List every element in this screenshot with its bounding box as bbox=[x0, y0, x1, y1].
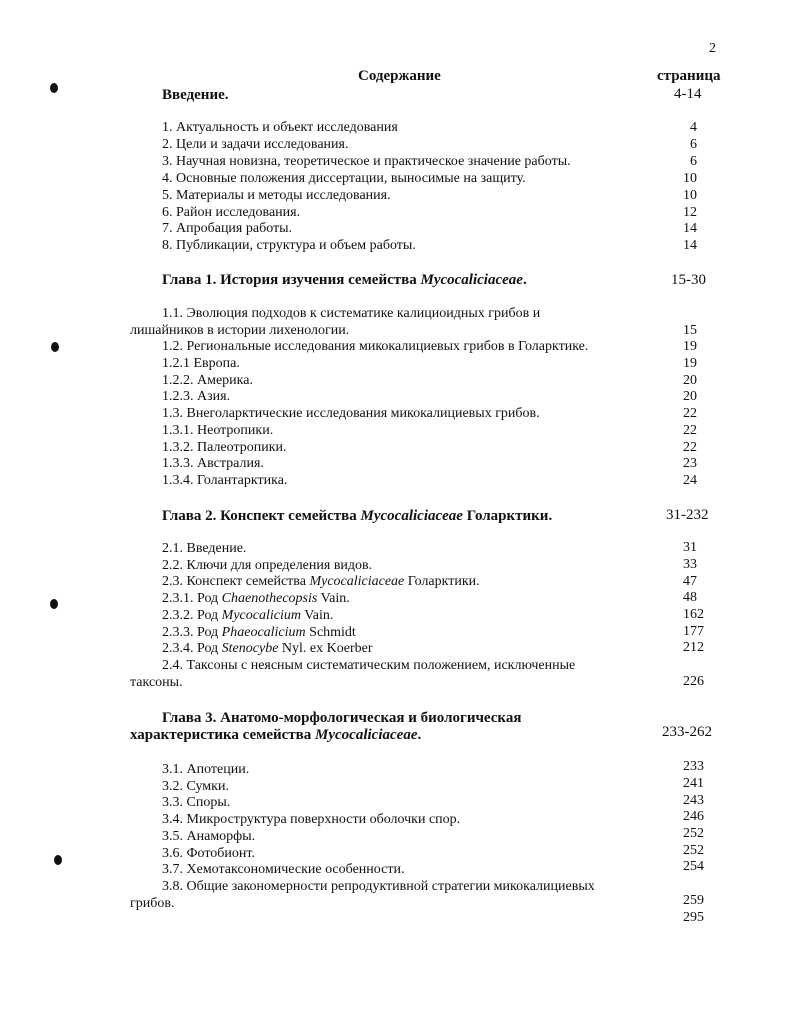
toc-entry-page: 12 bbox=[683, 205, 697, 220]
toc-entry: 1.3.4. Голантарктика. bbox=[162, 473, 288, 488]
toc-entry: 2. Цели и задачи исследования. bbox=[162, 137, 349, 152]
toc-entry: 2.3.4. Род Stenocybe Nyl. ex Koerber bbox=[162, 641, 373, 656]
toc-entry-page: 4 bbox=[690, 120, 697, 135]
toc-entry: 7. Апробация работы. bbox=[162, 221, 293, 236]
toc-entry: 2.3.2. Род Mycocalicium Vain. bbox=[162, 608, 334, 623]
toc-entry-page: 10 bbox=[683, 171, 697, 186]
toc-entry-page: 177 bbox=[683, 624, 704, 639]
toc-entry: 2.3.1. Род Chaenothecopsis Vain. bbox=[162, 591, 350, 606]
toc-entry-page: 20 bbox=[683, 373, 697, 388]
toc-entry: 4. Основные положения диссертации, выносимые на защиту. bbox=[162, 171, 526, 186]
toc-entry: 5. Материалы и методы исследования. bbox=[162, 188, 391, 203]
toc-entry-page: 246 bbox=[683, 809, 704, 824]
toc-entry: 3.4. Микроструктура поверхности оболочки спор. bbox=[162, 812, 461, 827]
toc-entry-page: 226 bbox=[683, 674, 704, 689]
binding-hole-mark bbox=[54, 855, 62, 865]
toc-entry: 3.6. Фотобионт. bbox=[162, 846, 255, 861]
toc-entry: 2.3.3. Род Phaeocalicium Schmidt bbox=[162, 625, 356, 640]
chapter-3-title-line1: Глава 3. Анатомо-морфологическая и биологическая bbox=[162, 710, 522, 726]
toc-entry: 8. Публикации, структура и объем работы. bbox=[162, 238, 416, 253]
toc-entry-page: 254 bbox=[683, 859, 704, 874]
toc-entry-continued: таксоны. bbox=[130, 675, 183, 690]
binding-hole-mark bbox=[50, 83, 58, 93]
toc-title: Содержание bbox=[358, 68, 441, 84]
toc-entry: 1.3.2. Палеотропики. bbox=[162, 440, 287, 455]
chapter-1-title: Глава 1. История изучения семейства Mycocaliciaceae. bbox=[162, 272, 527, 288]
toc-entry-page: 6 bbox=[690, 137, 697, 152]
toc-entry: 3.7. Хемотаксономические особенности. bbox=[162, 862, 405, 877]
toc-entry: 3.8. Общие закономерности репродуктивной стратегии микокалициевых bbox=[162, 879, 595, 894]
toc-entry: 2.2. Ключи для определения видов. bbox=[162, 558, 373, 573]
toc-entry: 2.1. Введение. bbox=[162, 541, 247, 556]
toc-entry: 1.2.3. Азия. bbox=[162, 389, 231, 404]
toc-entry-page: 241 bbox=[683, 776, 704, 791]
toc-entry-page: 162 bbox=[683, 607, 704, 622]
toc-entry-page: 19 bbox=[683, 356, 697, 371]
toc-entry-page: 31 bbox=[683, 540, 697, 555]
intro-pages: 4-14 bbox=[674, 86, 702, 102]
toc-entry-page: 33 bbox=[683, 557, 697, 572]
toc-entry-page: 259 bbox=[683, 893, 704, 908]
toc-entry: 3.2. Сумки. bbox=[162, 779, 229, 794]
toc-entry-page: 6 bbox=[690, 154, 697, 169]
toc-entry: 1.3. Внеголарктические исследования микокалициевых грибов. bbox=[162, 406, 540, 421]
chapter-3-title-line2: характеристика семейства Mycocaliciaceae. bbox=[130, 727, 422, 743]
toc-entry: 1.3.3. Австралия. bbox=[162, 456, 264, 471]
toc-entry-page: 22 bbox=[683, 440, 697, 455]
binding-hole-mark bbox=[51, 342, 59, 352]
toc-entry: 2.4. Таксоны с неясным систематическим положением, исключенные bbox=[162, 658, 576, 673]
toc-entry: 2.3. Конспект семейства Mycocaliciaceae Голарктики. bbox=[162, 574, 480, 589]
toc-entry-page: 15 bbox=[683, 323, 697, 338]
toc-entry-page: 23 bbox=[683, 456, 697, 471]
toc-entry: 1.2.2. Америка. bbox=[162, 373, 253, 388]
toc-entry: 6. Район исследования. bbox=[162, 205, 301, 220]
toc-entry-page: 48 bbox=[683, 590, 697, 605]
toc-entry: 1.1. Эволюция подходов к систематике калициоидных грибов и bbox=[162, 306, 541, 321]
chapter-2-title: Глава 2. Конспект семейства Mycocaliciaceae Голарктики. bbox=[162, 508, 553, 524]
toc-entry: 1.3.1. Неотропики. bbox=[162, 423, 274, 438]
toc-entry-page: 20 bbox=[683, 389, 697, 404]
toc-entry-continued: грибов. bbox=[130, 896, 175, 911]
toc-entry: 3. Научная новизна, теоретическое и практическое значение работы. bbox=[162, 154, 571, 169]
toc-entry-page: 212 bbox=[683, 640, 704, 655]
toc-entry-page: 47 bbox=[683, 574, 697, 589]
chapter-1-pages: 15-30 bbox=[671, 272, 706, 288]
toc-entry-page: 10 bbox=[683, 188, 697, 203]
toc-entry-continued: лишайников в истории лихенологии. bbox=[130, 323, 350, 338]
intro-title: Введение. bbox=[162, 87, 229, 103]
chapter-2-pages: 31-232 bbox=[666, 507, 709, 523]
toc-entry-page: 252 bbox=[683, 826, 704, 841]
toc-entry-page: 243 bbox=[683, 793, 704, 808]
toc-entry-page: 295 bbox=[683, 910, 704, 925]
toc-entry-page: 233 bbox=[683, 759, 704, 774]
toc-entry: 1. Актуальность и объект исследования bbox=[162, 120, 398, 135]
toc-entry: 3.3. Споры. bbox=[162, 795, 231, 810]
toc-entry-page: 14 bbox=[683, 221, 697, 236]
chapter-3-pages: 233-262 bbox=[662, 724, 712, 740]
toc-entry: 1.2.1 Европа. bbox=[162, 356, 240, 371]
page-number: 2 bbox=[709, 41, 716, 56]
toc-entry: 3.5. Анаморфы. bbox=[162, 829, 256, 844]
toc-entry-page: 22 bbox=[683, 423, 697, 438]
toc-entry-page: 24 bbox=[683, 473, 697, 488]
toc-entry-page: 19 bbox=[683, 339, 697, 354]
toc-entry-page: 14 bbox=[683, 238, 697, 253]
binding-hole-mark bbox=[50, 599, 58, 609]
toc-entry-page: 252 bbox=[683, 843, 704, 858]
page-column-header: страница bbox=[657, 68, 721, 84]
toc-entry: 1.2. Региональные исследования микокалициевых грибов в Голарктике. bbox=[162, 339, 589, 354]
toc-entry-page: 22 bbox=[683, 406, 697, 421]
toc-entry: 3.1. Апотеции. bbox=[162, 762, 250, 777]
